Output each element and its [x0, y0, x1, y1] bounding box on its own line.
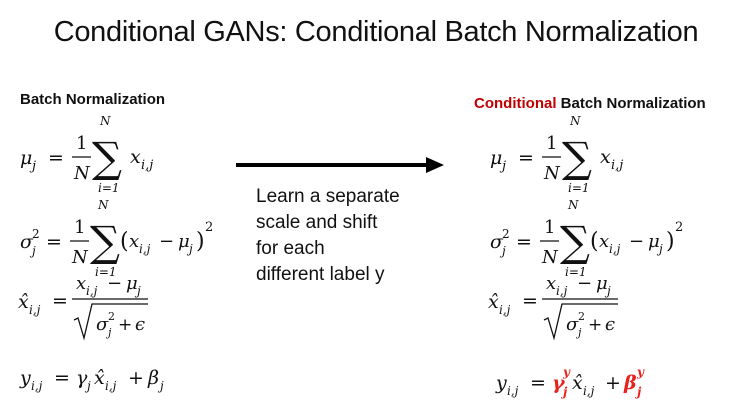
note-line: Learn a separate	[256, 186, 400, 207]
conditional-gamma-symbol: γ	[552, 372, 565, 394]
denominator-sigma: σ	[96, 314, 109, 335]
denominator-sigma: σ	[566, 314, 579, 335]
normalization-equation	[488, 273, 618, 339]
sigma-symbol: σ	[490, 231, 503, 253]
fraction-numerator: 1	[544, 217, 556, 238]
note-line: for each	[256, 238, 325, 259]
numerator-mu: μ	[596, 273, 608, 294]
mean-equation	[20, 114, 153, 195]
heading-rest: Batch Normalization	[556, 95, 706, 112]
close-paren: )	[666, 229, 675, 254]
close-paren: )	[196, 229, 205, 254]
equals-sign: =	[530, 372, 546, 394]
plus-sign: +	[128, 367, 144, 389]
mu-symbol: μ	[490, 147, 503, 169]
x-hat-symbol: x̂	[18, 291, 29, 313]
fraction-numerator: 1	[546, 133, 558, 154]
x-subscript: i,j	[141, 158, 154, 173]
sigma-symbol: σ	[20, 231, 33, 253]
conditional-output-equation	[495, 365, 645, 399]
sigma-subscript: j	[502, 244, 506, 258]
numerator-mu-subscript: j	[607, 284, 611, 298]
numerator-x-subscript: i,j	[86, 284, 98, 298]
conditional-gamma-subscript: j	[563, 385, 568, 399]
mu-subscript: j	[32, 159, 37, 174]
mu-symbol: μ	[20, 147, 33, 169]
x-term: x	[600, 146, 611, 168]
note-line: scale and shift	[256, 212, 378, 233]
fraction-denominator: N	[74, 163, 90, 184]
conditional-batch-norm-equations	[478, 108, 728, 406]
summation-sign: ∑	[90, 217, 120, 266]
equals-sign: =	[54, 367, 70, 389]
conditional-word: Conditional	[474, 95, 557, 112]
x-hat-subscript: i,j	[583, 384, 595, 398]
mean-equation	[490, 114, 623, 195]
sigma-superscript: 2	[502, 227, 510, 241]
conditional-beta-superscript: y	[637, 365, 644, 379]
sum-upper-limit: N	[100, 114, 111, 128]
gamma-subscript: j	[87, 379, 91, 393]
beta-symbol: β	[148, 367, 159, 389]
minus-sign: −	[159, 231, 175, 252]
x-term: x	[130, 146, 141, 168]
x-subscript: i,j	[611, 158, 624, 173]
sum-upper-limit: N	[570, 114, 581, 128]
x-hat-subscript: i,j	[499, 303, 511, 317]
numerator-mu: μ	[126, 273, 138, 294]
x-hat-symbol: x̂	[94, 367, 105, 389]
numerator-x: x	[546, 273, 557, 294]
output-equation	[19, 367, 164, 393]
epsilon-symbol: ϵ	[605, 314, 616, 335]
conditional-beta-symbol: β	[624, 372, 637, 394]
y-subscript: i,j	[31, 379, 43, 393]
mu-symbol: μ	[178, 231, 190, 252]
slide-title: Conditional GANs: Conditional Batch Normalization	[53, 16, 699, 48]
mu-subscript: j	[502, 159, 507, 174]
fraction-numerator: 1	[76, 133, 88, 154]
variance-equation	[490, 198, 683, 279]
epsilon-symbol: ϵ	[135, 314, 146, 335]
beta-subscript: j	[160, 379, 164, 393]
conditional-gamma-superscript: y	[563, 365, 570, 379]
denominator-sigma-superscript: 2	[578, 310, 585, 323]
sigma-subscript: j	[32, 244, 36, 258]
open-paren: (	[590, 229, 599, 254]
fraction-numerator: 1	[74, 217, 86, 238]
equals-sign: =	[522, 290, 538, 312]
y-symbol: y	[20, 367, 31, 389]
batch-norm-equations	[8, 108, 258, 406]
x-hat-symbol: x̂	[488, 291, 499, 313]
minus-sign: −	[577, 273, 593, 294]
minus-sign: −	[107, 273, 123, 294]
summation-sign: ∑	[562, 133, 592, 182]
open-paren: (	[120, 229, 129, 254]
equals-sign: =	[518, 147, 534, 169]
x-hat-symbol: x̂	[572, 372, 583, 394]
sum-upper-limit: N	[98, 198, 109, 212]
denominator-sigma-subscript: j	[578, 326, 582, 339]
denominator-sigma-superscript: 2	[108, 310, 115, 323]
normalization-equation	[18, 273, 148, 339]
sigma-superscript: 2	[32, 227, 40, 241]
square-exponent: 2	[675, 220, 684, 235]
numerator-x: x	[76, 273, 87, 294]
batch-norm-heading: Batch Normalization	[20, 91, 166, 108]
equals-sign: =	[52, 290, 68, 312]
fraction-denominator: N	[542, 247, 558, 268]
equals-sign: =	[48, 147, 64, 169]
y-subscript: i,j	[507, 384, 519, 398]
equals-sign: =	[516, 231, 532, 253]
transformation-arrow	[232, 150, 448, 180]
conditional-beta-subscript: j	[637, 385, 642, 399]
mu-subscript: j	[659, 242, 663, 256]
x-term: x	[599, 231, 610, 252]
arrow-note	[256, 184, 446, 288]
sum-lower-limit: i=1	[565, 265, 587, 279]
sum-upper-limit: N	[568, 198, 579, 212]
sum-lower-limit: i=1	[95, 265, 117, 279]
summation-sign: ∑	[560, 217, 590, 266]
fraction-denominator: N	[544, 163, 560, 184]
equals-sign: =	[46, 231, 62, 253]
x-term: x	[129, 231, 140, 252]
numerator-mu-subscript: j	[137, 284, 141, 298]
sum-lower-limit: i=1	[568, 181, 590, 195]
arrow-head-icon	[426, 157, 444, 173]
x-hat-subscript: i,j	[105, 379, 117, 393]
mu-symbol: μ	[648, 231, 660, 252]
square-exponent: 2	[205, 220, 214, 235]
x-subscript: i,j	[609, 242, 621, 256]
note-line: different label y	[256, 264, 385, 285]
x-subscript: i,j	[139, 242, 151, 256]
variance-equation	[20, 198, 213, 279]
plus-sign: +	[588, 315, 603, 335]
x-hat-subscript: i,j	[29, 303, 41, 317]
plus-sign: +	[605, 372, 621, 394]
fraction-denominator: N	[72, 247, 88, 268]
mu-subscript: j	[189, 242, 193, 256]
gamma-symbol: γ	[76, 367, 88, 389]
minus-sign: −	[629, 231, 645, 252]
sum-lower-limit: i=1	[98, 181, 120, 195]
summation-sign: ∑	[92, 133, 122, 182]
y-symbol: y	[496, 372, 507, 394]
plus-sign: +	[118, 315, 133, 335]
numerator-x-subscript: i,j	[556, 284, 568, 298]
denominator-sigma-subscript: j	[108, 326, 112, 339]
